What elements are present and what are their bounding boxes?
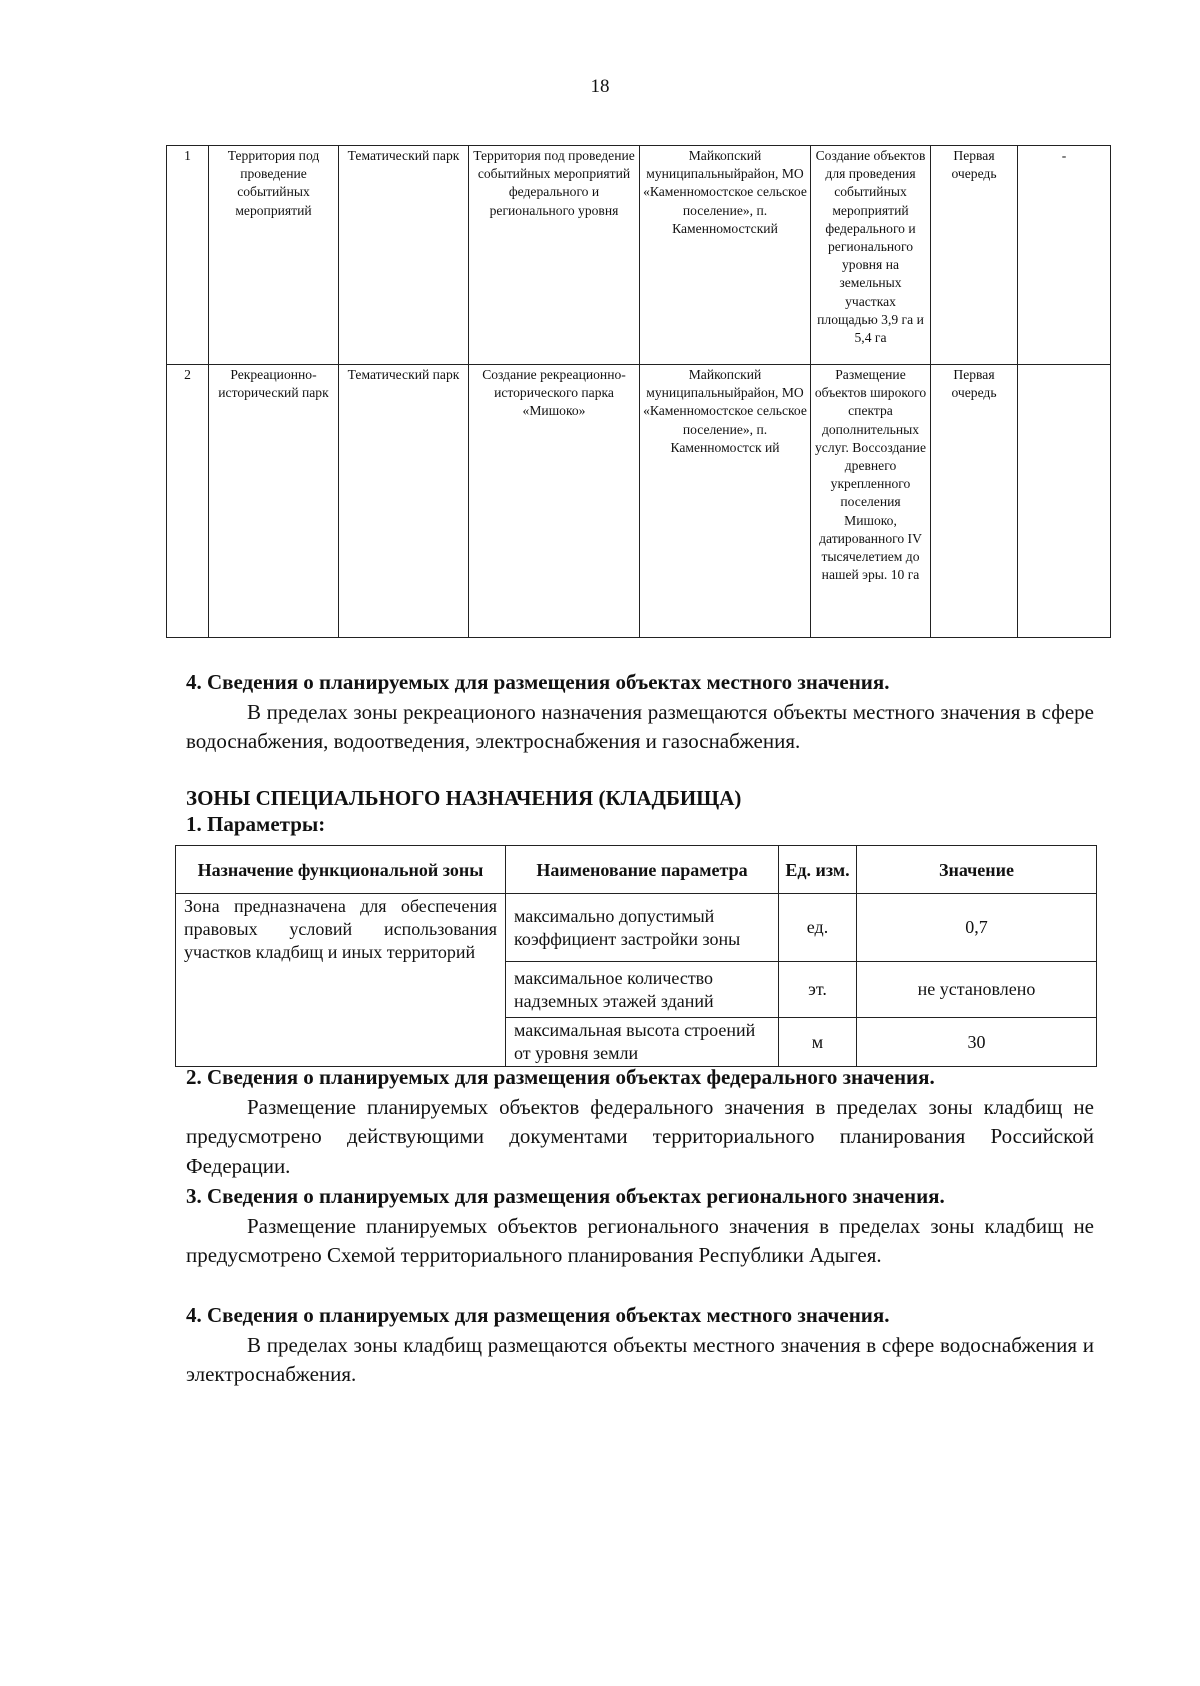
zone-title: ЗОНЫ СПЕЦИАЛЬНОГО НАЗНАЧЕНИЯ (КЛАДБИЩА) [186, 786, 742, 810]
object-description: Создание объектов для проведения событийных мероприятий федерального и регионального уровня на земельных участках площадью 3,9 га и 5,4 га [811, 146, 931, 365]
object-location: Майкопский муниципальныйрайон, МО «Каменномостское сельское поселение», п. Каменномостский [640, 146, 811, 365]
param-unit: эт. [779, 962, 857, 1018]
object-note: - [1018, 146, 1111, 365]
param-name: максимально допустимый коэффициент застройки зоны [506, 894, 779, 962]
param-value: не установлено [857, 962, 1097, 1018]
section-heading: 4. Сведения о планируемых для размещения объектах местного значения. [186, 1303, 890, 1327]
table-header-row [176, 846, 1097, 894]
table-row [167, 365, 1111, 638]
object-location: Майкопский муниципальныйрайон, МО «Каменномостское сельское поселение», п. Каменномостск ий [640, 365, 811, 638]
section-heading: 4. Сведения о планируемых для размещения объектах местного значения. [186, 670, 890, 694]
object-purpose: Создание рекреационно-исторического парка «Мишоко» [469, 365, 640, 638]
param-name: максимальная высота строений от уровня земли [506, 1018, 779, 1067]
page-number: 18 [590, 76, 610, 97]
param-name: максимальное количество надземных этажей зданий [506, 962, 779, 1018]
section-text: Размещение планируемых объектов федерального значения в пределах зоны кладбищ не предусмотрено действующими документами территориального планирования Российской Федерации. [186, 1094, 1094, 1178]
params-heading: 1. Параметры: [186, 811, 326, 836]
table-row [176, 894, 1097, 962]
object-description: Размещение объектов широкого спектра дополнительных услуг. Воссоздание древнего укрепленного поселения Мишоко, датированного IV тысячелетием до нашей эры. 10 га [811, 365, 931, 638]
header-value: Значение [857, 846, 1097, 894]
object-stage: Первая очередь [931, 365, 1018, 638]
param-value: 30 [857, 1018, 1097, 1067]
param-unit: ед. [779, 894, 857, 962]
section-text: Размещение планируемых объектов регионального значения в пределах зоны кладбищ не предусмотрено Схемой территориального планирования Республики Адыгея. [186, 1213, 1094, 1267]
table-row [167, 146, 1111, 365]
header-unit: Ед. изм. [779, 846, 857, 894]
section-heading: 3. Сведения о планируемых для размещения объектах регионального значения. [186, 1184, 945, 1208]
row-number: 2 [167, 365, 209, 638]
param-value: 0,7 [857, 894, 1097, 962]
header-param: Наименование параметра [506, 846, 779, 894]
cemetery-zone-header [186, 784, 1094, 839]
object-stage: Первая очередь [931, 146, 1018, 365]
parameters-table [175, 845, 1097, 1067]
object-name: Рекреационно-исторический парк [209, 365, 339, 638]
zone-purpose: Зона предназначена для обеспечения правовых условий использования участков кладбищ и иных территорий [176, 894, 506, 1067]
local-section [186, 1301, 1094, 1390]
section-heading: 2. Сведения о планируемых для размещения объектах федерального значения. [186, 1065, 935, 1089]
header-zone: Назначение функциональной зоны [176, 846, 506, 894]
planned-objects-table [166, 145, 1111, 638]
section-text: В пределах зоны кладбищ размещаются объекты местного значения в сфере водоснабжения и электроснабжения. [186, 1332, 1094, 1386]
object-type: Тематический парк [339, 146, 469, 365]
section-text: В пределах зоны рекреационого назначения размещаются объекты местного значения в сфере водоснабжения, водоотведения, электроснабжения и газоснабжения. [186, 699, 1094, 753]
object-name: Территория под проведение событийных мероприятий [209, 146, 339, 365]
object-purpose: Территория под проведение событийных мероприятий федерального и регионального уровня [469, 146, 640, 365]
recreation-local-section [186, 668, 1094, 757]
federal-section [186, 1063, 1094, 1181]
object-type: Тематический парк [339, 365, 469, 638]
param-unit: м [779, 1018, 857, 1067]
row-number: 1 [167, 146, 209, 365]
regional-section [186, 1182, 1094, 1271]
object-note [1018, 365, 1111, 638]
